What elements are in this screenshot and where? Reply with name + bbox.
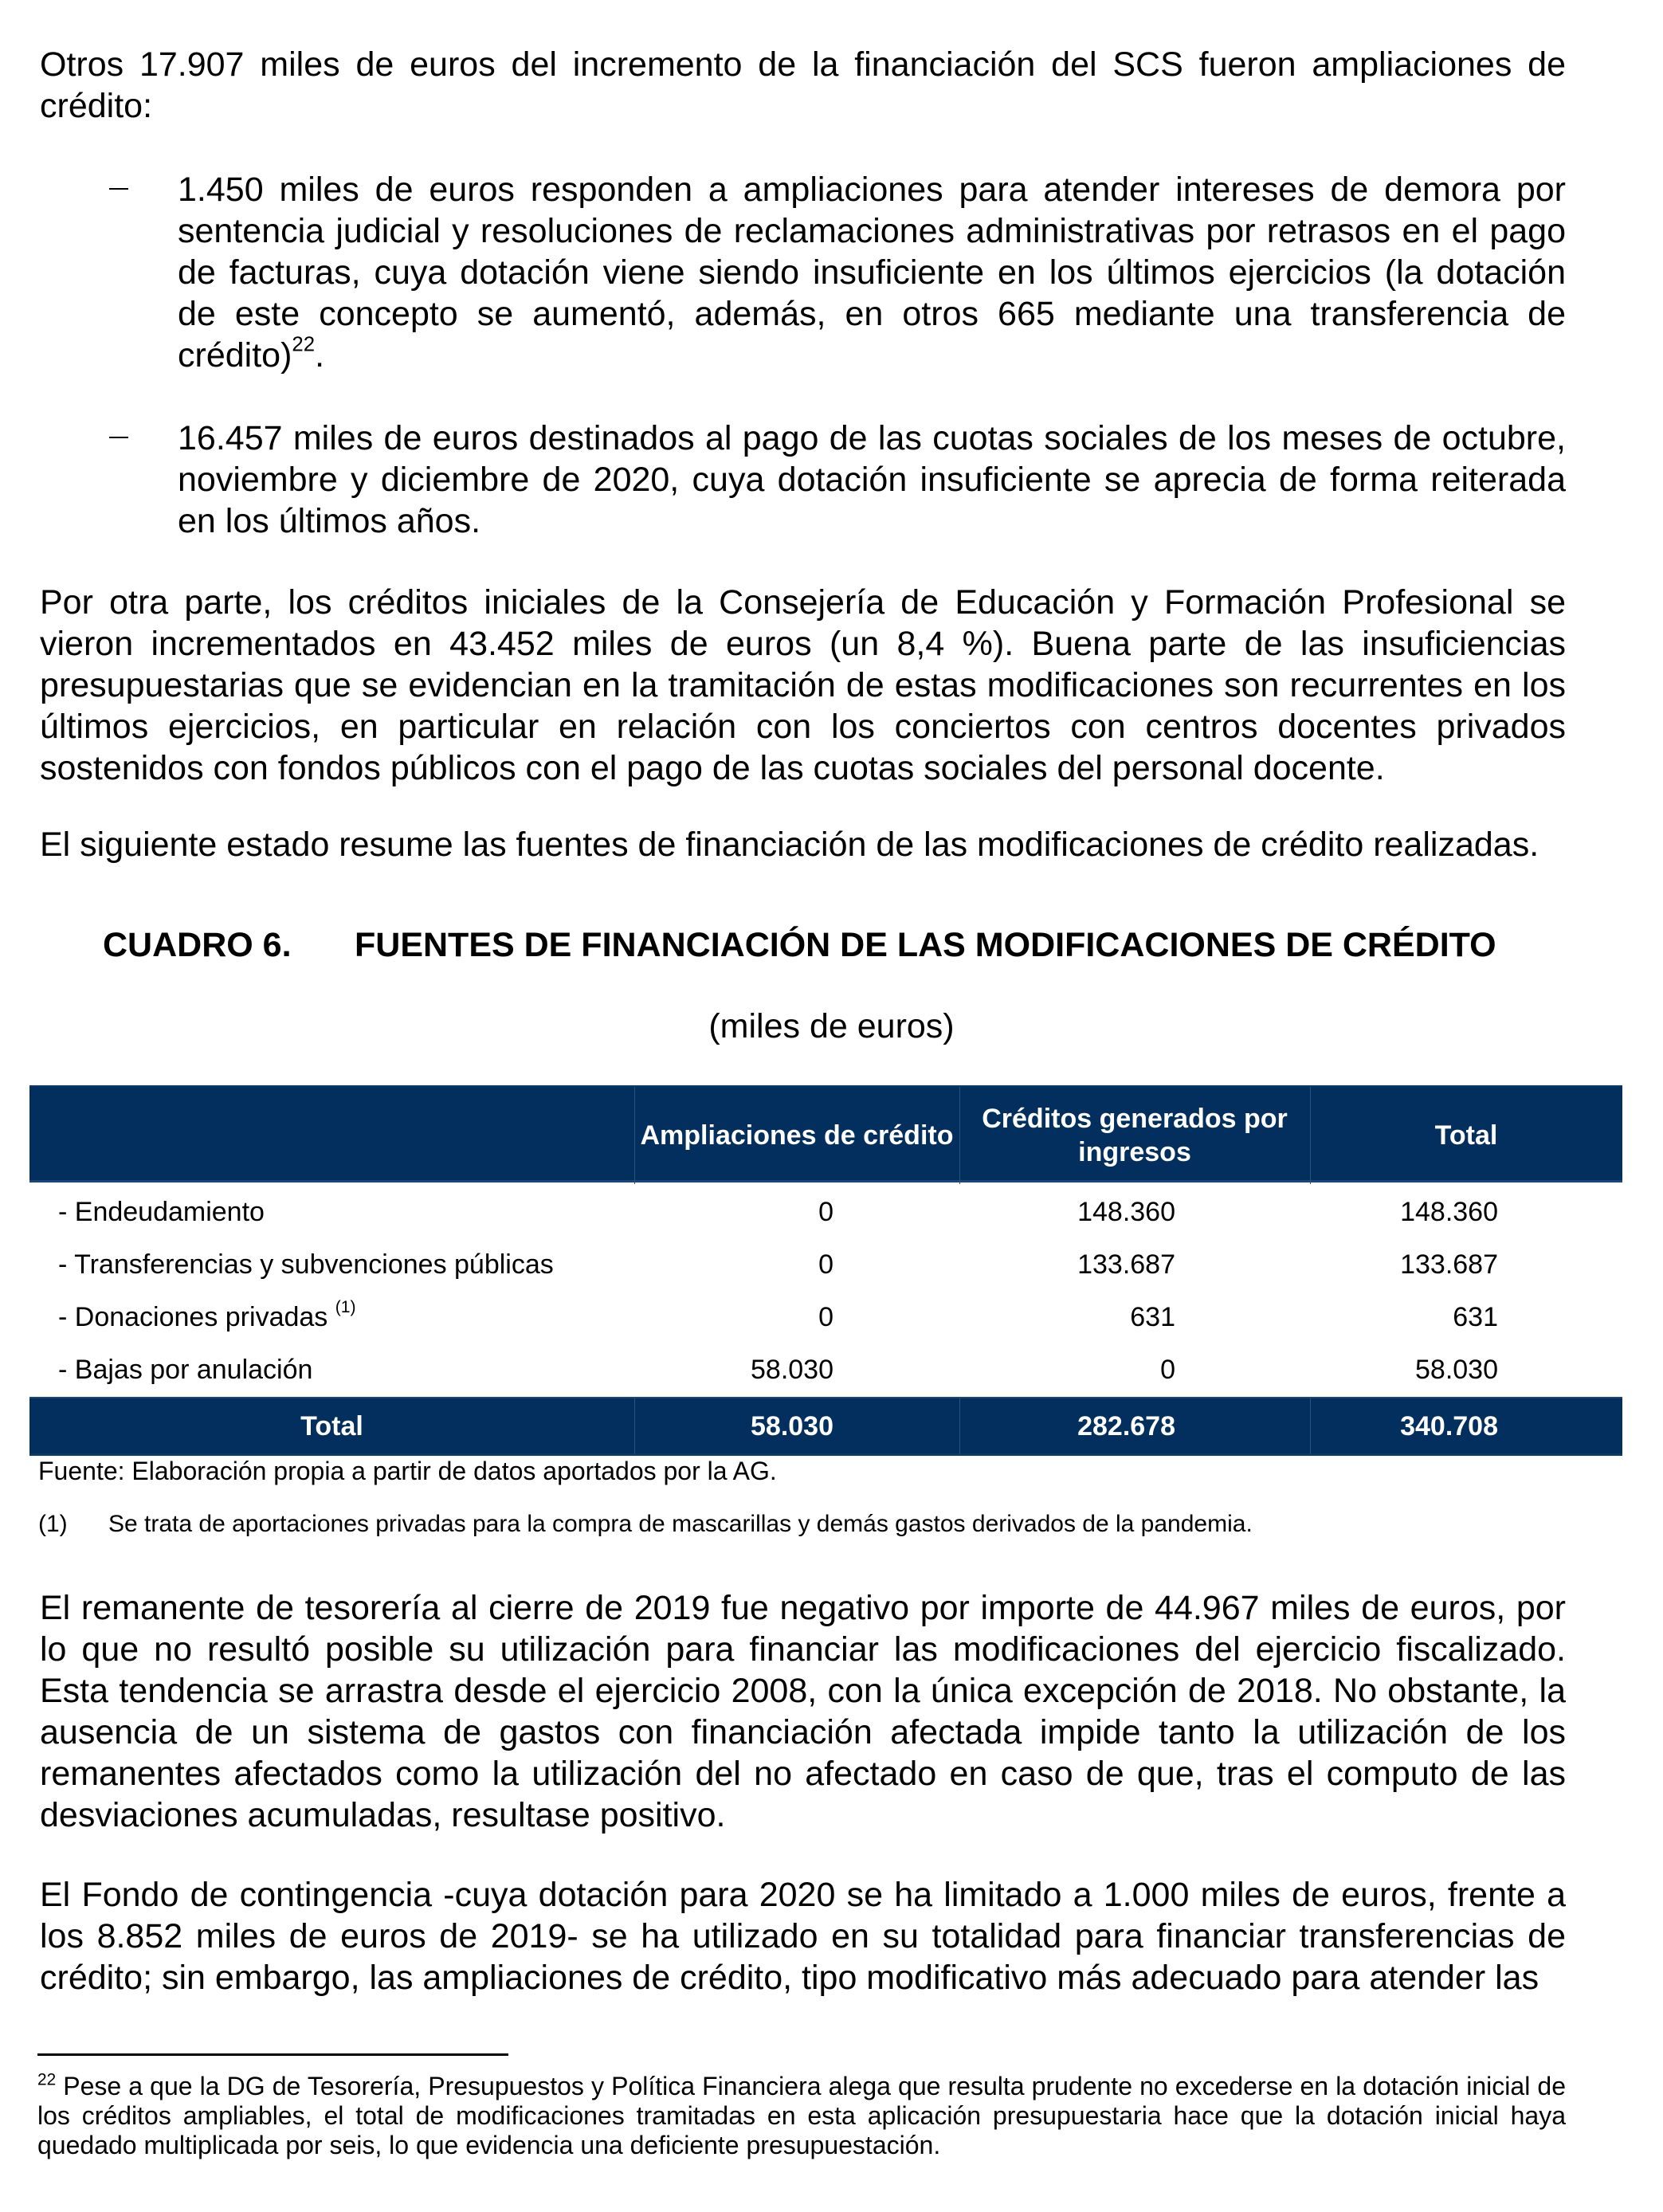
row-label-text: - Donaciones privadas xyxy=(58,1302,335,1332)
table-source: Fuente: Elaboración propia a partir de datos aportados por la AG. xyxy=(38,1457,777,1485)
fondo-paragraph: El Fondo de contingencia -cuya dotación para 2020 se ha limitado a 1.000 miles de euros, frente a los 8.852 miles de euros de 2019- se ha utilizado en su totalidad para financiar transferencias de crédito; sin embargo, las ampliaciones de crédito, tipo modificativo más adecuado para atender las xyxy=(40,1876,1566,1997)
row-label: - Bajas por anulación xyxy=(58,1355,313,1385)
footnote-marker: 22 xyxy=(37,2070,57,2089)
cell-generados: 148.360 xyxy=(1077,1197,1175,1227)
footnote-separator xyxy=(37,2053,508,2056)
header-generados: Créditos generados por ingresos xyxy=(982,1104,1288,1167)
cell-total: 58.030 xyxy=(1415,1355,1498,1385)
table-note xyxy=(38,1508,1253,1540)
table-row xyxy=(29,1345,1622,1398)
bullet-item-cuotas: 16.457 miles de euros destinados al pago de las cuotas sociales de los meses de octubre, noviembre y diciembre de 2020, cuya dotación insuficiente se aprecia de forma reiterada en los últimos años. xyxy=(178,419,1566,540)
educacion-paragraph: Por otra parte, los créditos iniciales de la Consejería de Educación y Formación Profesional se vieron incrementados en 43.452 miles de euros (un 8,4 %). Buena parte de las insuficiencias presupuestarias que se evidencian en la tramitación de estas modificaciones son recurrentes en los últimos ejercicios, en particular en relación con los conciertos con centros docentes privados sostenidos con fondos públicos con el pago de las cuotas sociales del personal docente. xyxy=(40,583,1566,787)
cell-generados: 631 xyxy=(1130,1302,1175,1332)
table-row xyxy=(29,1292,1622,1345)
cell-ampliaciones: 0 xyxy=(818,1302,833,1332)
cell-generados: 0 xyxy=(1160,1355,1175,1385)
table-header-row xyxy=(29,1085,1622,1182)
bullet-text: 1.450 miles de euros responden a ampliaciones para atender intereses de demora por sentencia judicial y resoluciones de reclamaciones administrativas por retrasos en el pago de facturas, cuya dotación viene siendo insuficiente en los últimos ejercicios (la dotación de este concepto se aumentó, además, en otros 665 mediante una transferencia de crédito) xyxy=(178,171,1566,375)
table-row xyxy=(29,1187,1622,1240)
cell-generados: 133.687 xyxy=(1077,1249,1175,1280)
cell-total: 631 xyxy=(1453,1302,1498,1332)
header-ampliaciones: Ampliaciones de crédito xyxy=(640,1120,954,1151)
cell-ampliaciones: 0 xyxy=(818,1249,833,1280)
cell-ampliaciones: 0 xyxy=(818,1197,833,1227)
cell-total: 148.360 xyxy=(1400,1197,1498,1227)
column-divider xyxy=(959,1398,960,1454)
header-total: Total xyxy=(1434,1120,1498,1151)
note-marker: (1) xyxy=(38,1511,68,1537)
row-label: - Transferencias y subvenciones públicas xyxy=(58,1249,554,1280)
row-label xyxy=(58,1298,356,1333)
cell-ampliaciones: 58.030 xyxy=(751,1355,833,1385)
table-units: (miles de euros) xyxy=(708,1007,955,1045)
column-divider xyxy=(1310,1398,1311,1454)
table-row xyxy=(29,1240,1622,1292)
siguiente-paragraph: El siguiente estado resume las fuentes de financiación de las modificaciones de crédito realizadas. xyxy=(40,826,1539,864)
bullet-end: . xyxy=(315,336,325,375)
column-divider xyxy=(634,1398,635,1454)
note-ref-1: (1) xyxy=(335,1298,356,1317)
dash-bullet-icon xyxy=(109,437,128,438)
row-label: - Endeudamiento xyxy=(58,1197,265,1227)
table-title: FUENTES DE FINANCIACIÓN DE LAS MODIFICACIONES DE CRÉDITO xyxy=(355,926,1496,964)
dash-bullet-icon xyxy=(109,188,128,190)
intro-paragraph: Otros 17.907 miles de euros del incremento de la financiación del SCS fueron ampliaciones de crédito: xyxy=(40,45,1566,125)
table-number: CUADRO 6. xyxy=(103,926,292,964)
bullet-item-intereses xyxy=(178,169,1566,376)
table-total-row xyxy=(29,1397,1622,1456)
total-label: Total xyxy=(300,1411,363,1441)
total-generados: 282.678 xyxy=(1077,1411,1175,1441)
total-total: 340.708 xyxy=(1400,1411,1498,1441)
footnote-text: Pese a que la DG de Tesorería, Presupuestos y Política Financiera alega que resulta prudente no excederse en la dotación inicial de los créditos ampliables, el total de modificaciones tramitadas en esta aplicación presupuestaria hace que la dotación inicial haya quedado multiplicada por seis, lo que evidencia una deficiente presupuestación. xyxy=(37,2072,1566,2159)
total-ampliaciones: 58.030 xyxy=(751,1411,833,1441)
footnote-22 xyxy=(37,2072,1566,2160)
cell-total: 133.687 xyxy=(1400,1249,1498,1280)
footnote-ref-22[interactable]: 22 xyxy=(292,333,316,356)
note-text: Se trata de aportaciones privadas para la compra de mascarillas y demás gastos derivados de la pandemia. xyxy=(108,1511,1253,1537)
remanente-paragraph: El remanente de tesorería al cierre de 2019 fue negativo por importe de 44.967 miles de euros, por lo que no resultó posible su utilización para financiar las modificaciones del ejercicio fiscalizado. Esta tendencia se arrastra desde el ejercicio 2008, con la única excepción de 2018. No obstante, la ausencia de un sistema de gastos con financiación afectada impide tanto la utilización de los remanentes afectados como la utilización del no afectado en caso de que, tras el computo de las desviaciones acumuladas, resultase positivo. xyxy=(40,1589,1566,1834)
header-concept xyxy=(29,1087,634,1184)
table-heading xyxy=(103,924,1496,966)
